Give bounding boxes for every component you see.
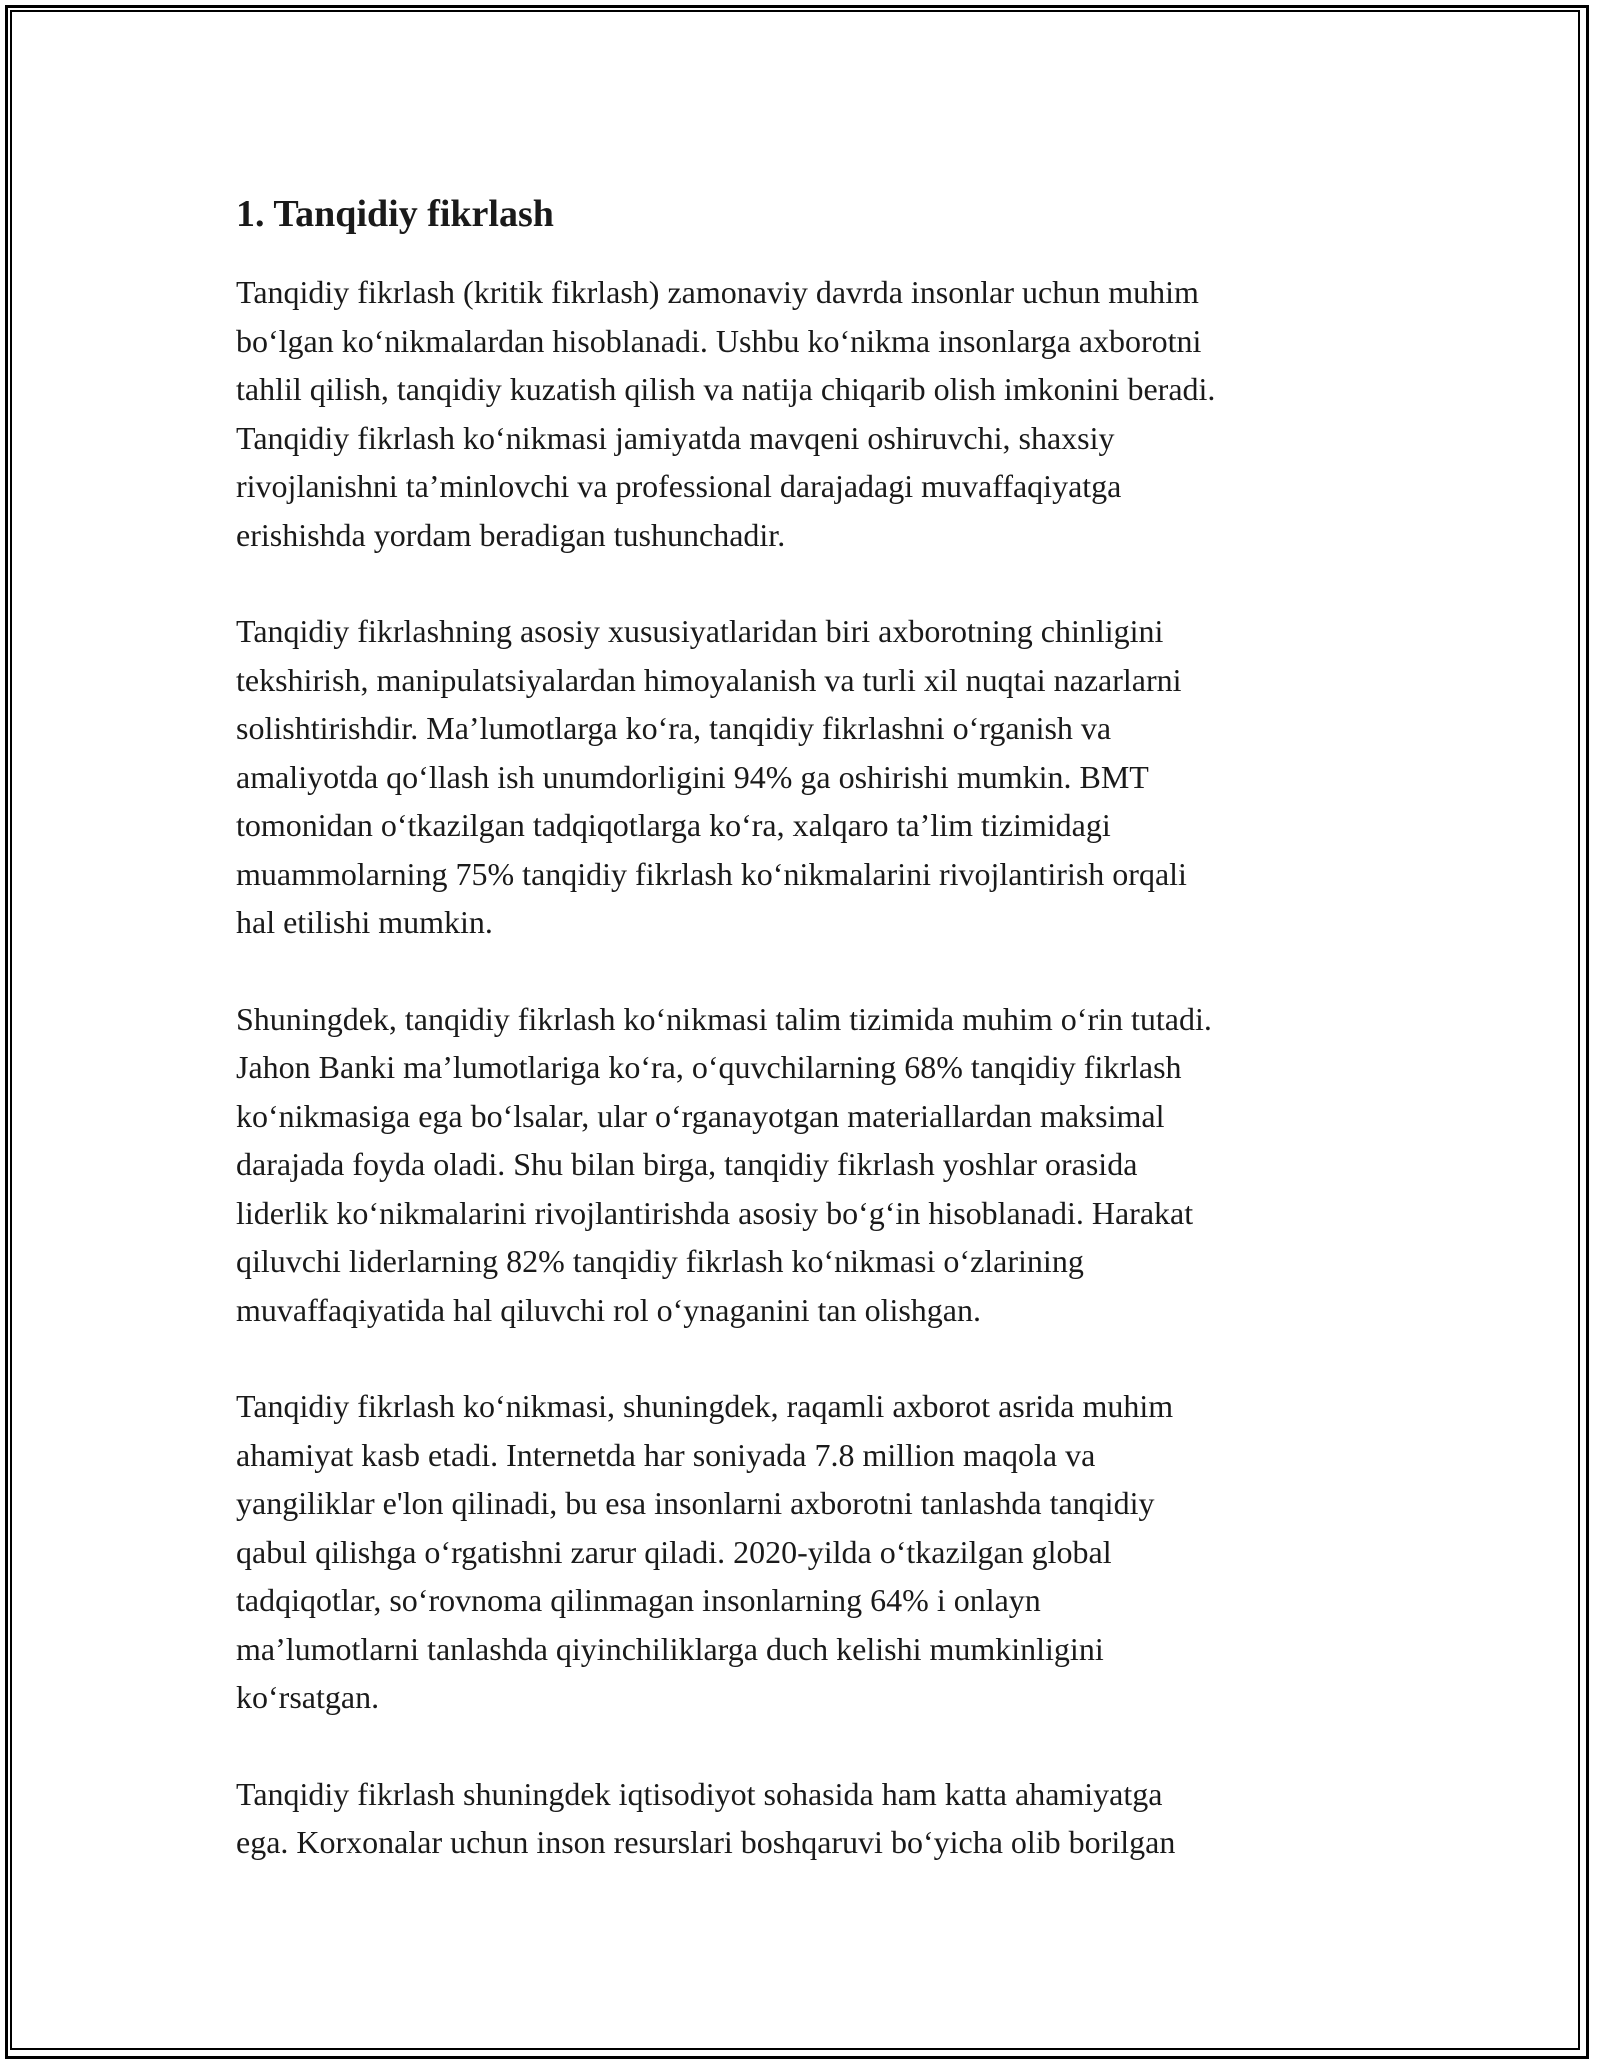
paragraph-5 (236, 1770, 1386, 1867)
text-line: qiluvchi liderlarning 82% tanqidiy fikrlash ko‘nikmasi o‘zlarining (236, 1243, 1084, 1279)
text-line: erishishda yordam beradigan tushunchadir. (236, 516, 786, 553)
text-line: ega. Korxonalar uchun inson resurslari boshqaruvi bo‘yicha olib borilgan (236, 1824, 1176, 1860)
text-line: qabul qilishga o‘rgatishni zarur qiladi. 2020-yilda o‘tkazilgan global (236, 1533, 1112, 1570)
paragraph-3 (236, 995, 1386, 1335)
text-line: hal etilishi mumkin. (236, 904, 493, 940)
text-line: muvaffaqiyatida hal qiluvchi rol o‘ynaganini tan olishgan. (236, 1291, 981, 1328)
text-line: darajada foyda oladi. Shu bilan birga, tanqidiy fikrlash yoshlar orasida (236, 1146, 1138, 1182)
paragraph-1 (236, 268, 1386, 559)
text-line: tadqiqotlar, so‘rovnoma qilinmagan insonlarning 64% i onlayn (236, 1582, 1041, 1618)
text-line: yangiliklar e'lon qilinadi, bu esa insonlarni axborotni tanlashda tanqidiy (236, 1485, 1155, 1521)
text-line: tomonidan o‘tkazilgan tadqiqotlarga ko‘ra, xalqaro ta’lim tizimidagi (236, 807, 1111, 843)
text-line: muammolarning 75% tanqidiy fikrlash ko‘nikmalarini rivojlantirish orqali (236, 855, 1187, 892)
text-line: bo‘lgan ko‘nikmalardan hisoblanadi. Ushbu ko‘nikma insonlarga axborotni (236, 322, 1202, 359)
text-line: Tanqidiy fikrlash ko‘nikmasi, shuningdek, raqamli axborot asrida muhim (236, 1388, 1174, 1424)
text-line: tekshirish, manipulatsiyalardan himoyalanish va turli xil nuqtai nazarlarni (236, 661, 1182, 698)
text-line: rivojlanishni ta’minlovchi va professional darajadagi muvaffaqiyatga (236, 468, 1122, 504)
section-heading: 1. Tanqidiy fikrlash (236, 193, 554, 235)
text-line: Tanqidiy fikrlash shuningdek iqtisodiyot sohasida ham katta ahamiyatga (236, 1775, 1163, 1812)
text-line: ahamiyat kasb etadi. Internetda har soniyada 7.8 million maqola va (236, 1436, 1096, 1473)
text-line: ko‘nikmasiga ega bo‘lsalar, ular o‘rganayotgan materiallardan maksimal (236, 1097, 1165, 1134)
text-line: Tanqidiy fikrlashning asosiy xususiyatlaridan biri axborotning chinligini (236, 613, 1164, 649)
text-line: Jahon Banki ma’lumotlariga ko‘ra, o‘quvchilarning 68% tanqidiy fikrlash (236, 1049, 1182, 1085)
text-line: amaliyotda qo‘llash ish unumdorligini 94% ga oshirishi mumkin. BMT (236, 758, 1149, 795)
paragraph-2 (236, 607, 1386, 947)
document-body (236, 190, 1386, 1915)
text-line: Tanqidiy fikrlash ko‘nikmasi jamiyatda mavqeni oshiruvchi, shaxsiy (236, 419, 1115, 456)
text-line: solishtirishdir. Ma’lumotlarga ko‘ra, tanqidiy fikrlashni o‘rganish va (236, 710, 1112, 746)
text-line: Shuningdek, tanqidiy fikrlash ko‘nikmasi talim tizimida muhim o‘rin tutadi. (236, 1000, 1212, 1037)
text-line: ma’lumotlarni tanlashda qiyinchiliklarga duch kelishi mumkinligini (236, 1630, 1104, 1667)
text-line: Tanqidiy fikrlash (kritik fikrlash) zamonaviy davrda insonlar uchun muhim (236, 274, 1199, 310)
text-line: liderlik ko‘nikmalarini rivojlantirishda asosiy bo‘g‘in hisoblanadi. Harakat (236, 1194, 1194, 1231)
text-line: tahlil qilish, tanqidiy kuzatish qilish va natija chiqarib olish imkonini beradi. (236, 371, 1216, 407)
text-line: ko‘rsatgan. (236, 1679, 380, 1715)
paragraph-4 (236, 1382, 1386, 1722)
